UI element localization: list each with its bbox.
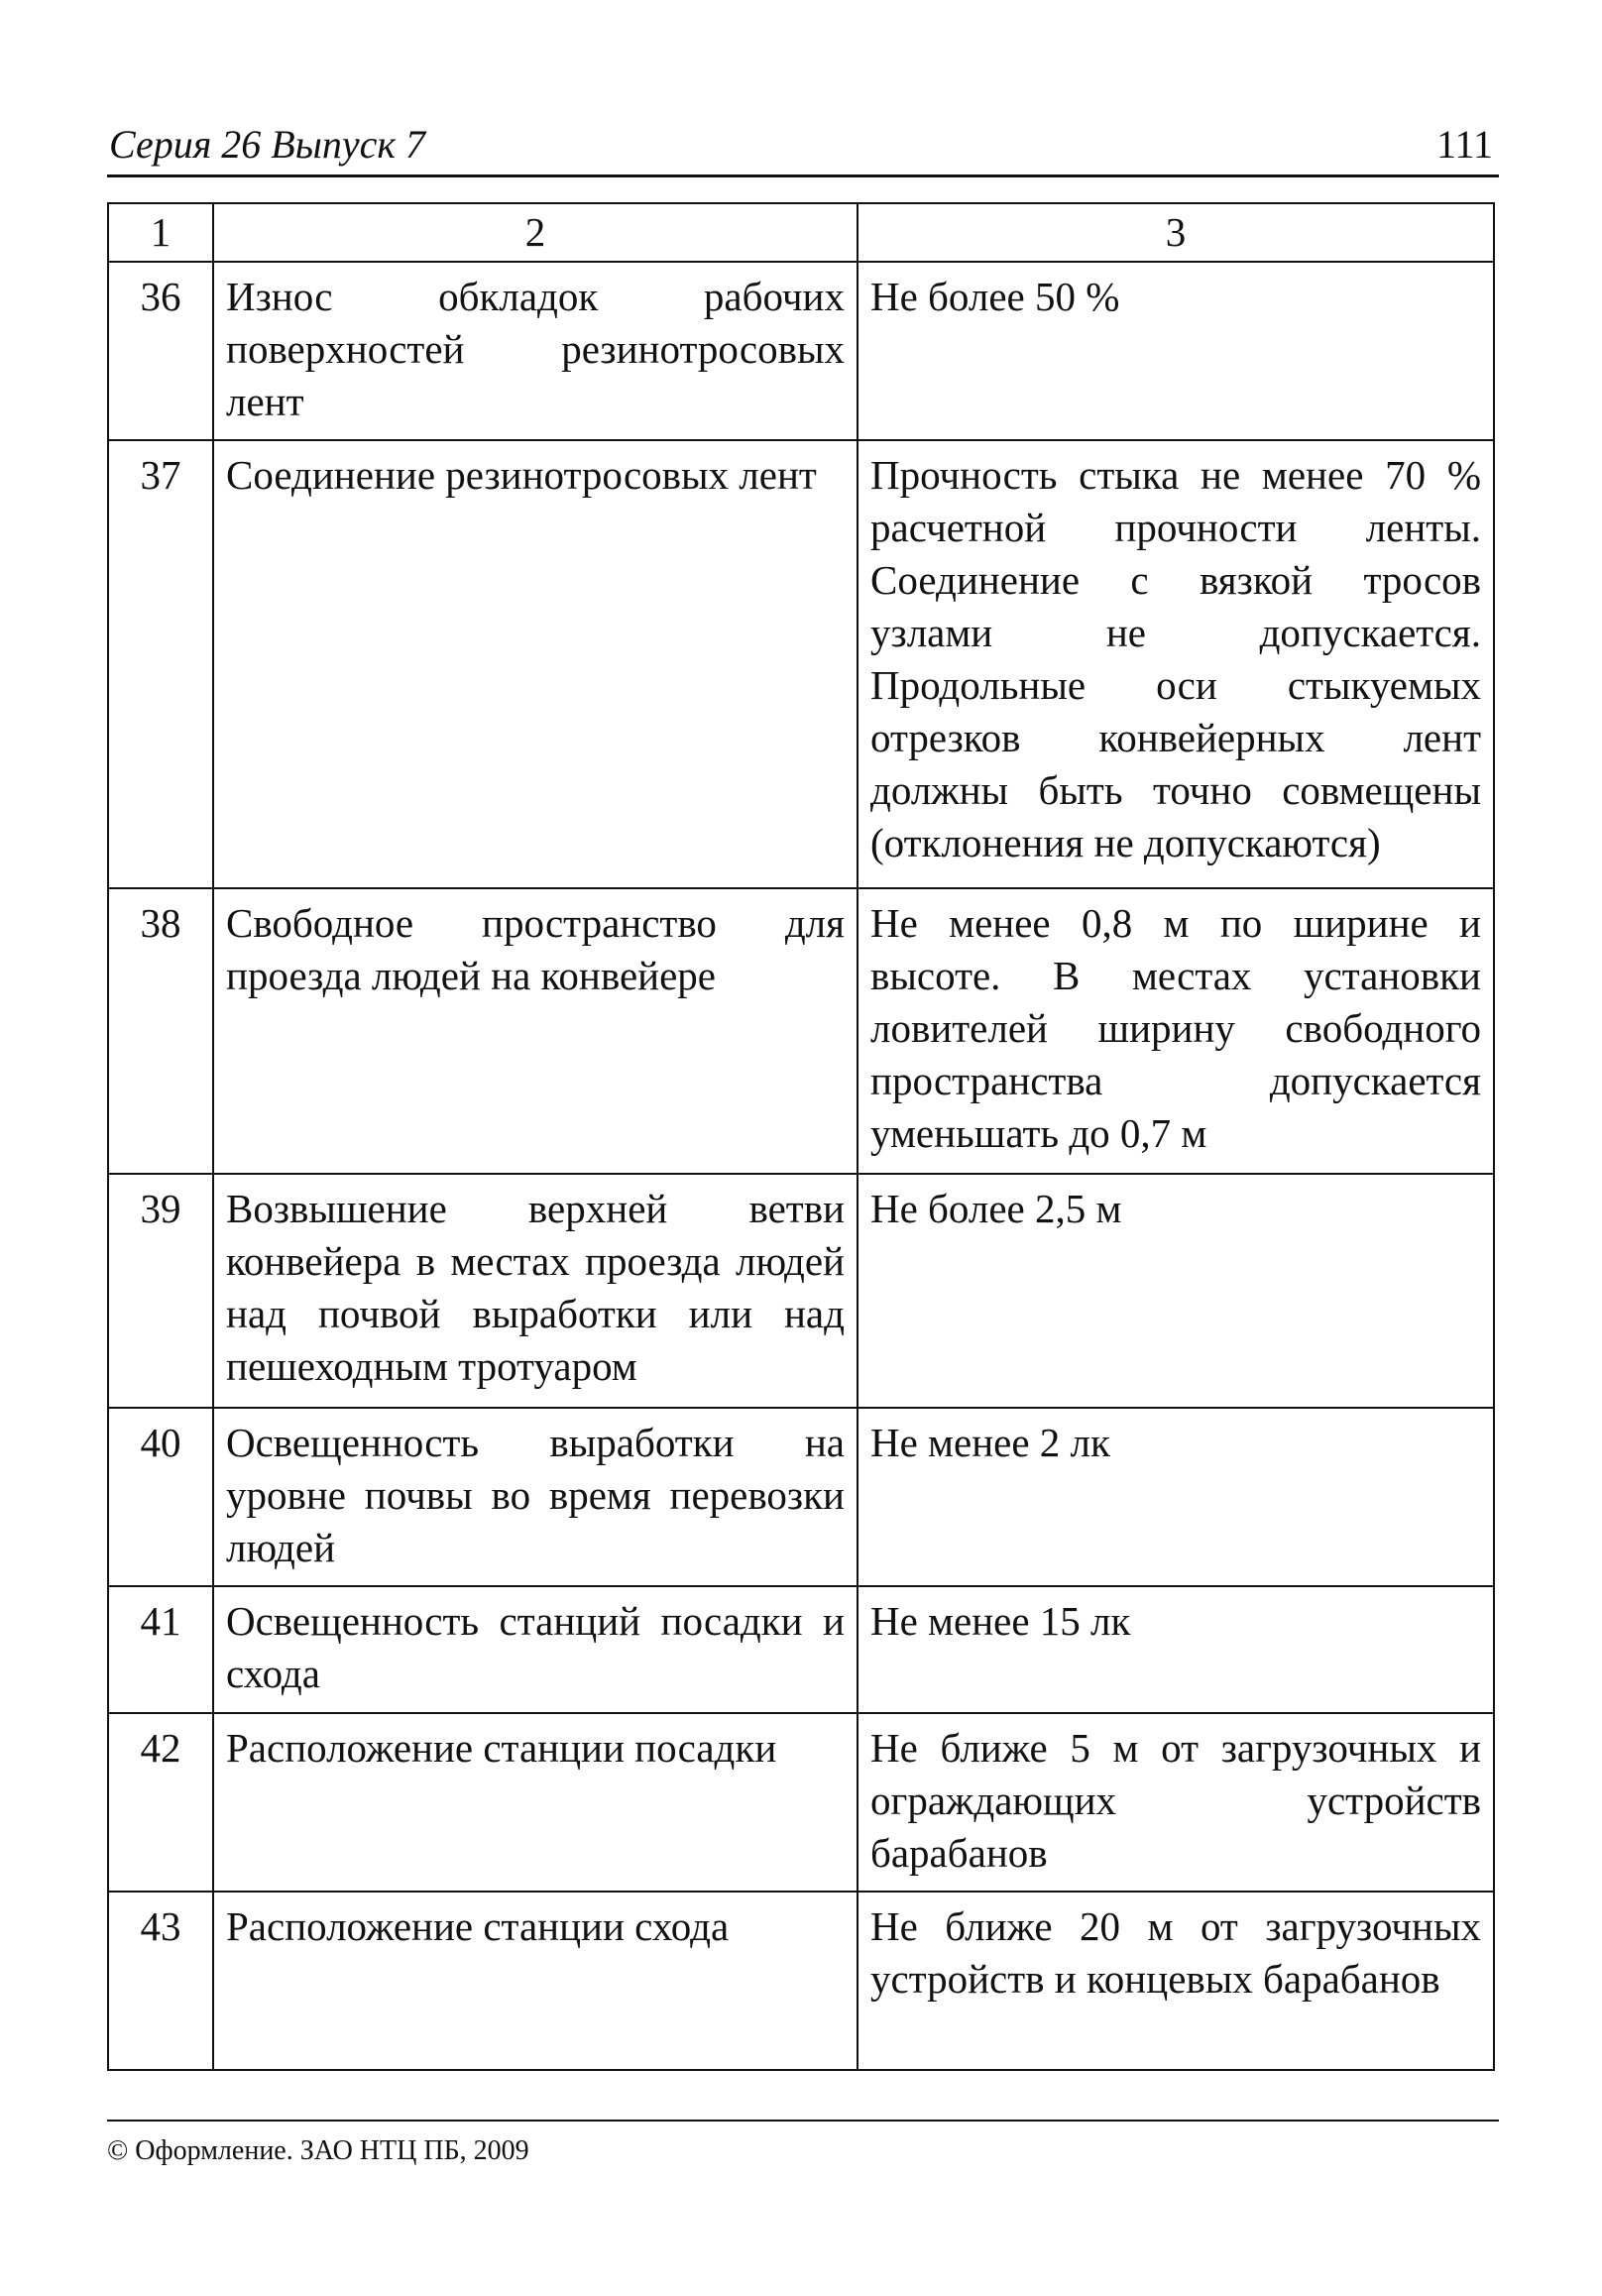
row-number: 38 [108,888,213,1174]
row-number: 42 [108,1713,213,1892]
page-header [107,117,1499,177]
row-requirement: Не менее 15 лк [858,1586,1494,1713]
column-header-2: 2 [213,203,858,262]
table-row [108,1174,1494,1408]
row-requirement: Не менее 2 лк [858,1408,1494,1586]
row-parameter: Расположение станции схода [213,1892,858,2070]
table-row [108,262,1494,440]
row-parameter: Соединение резинотросовых лент [213,440,858,888]
row-parameter: Возвышение верхней ветви конвейера в местах проезда людей над почвой выработки или над пешеходным тротуаром [213,1174,858,1408]
table-row [108,1892,1494,2070]
row-number: 41 [108,1586,213,1713]
row-requirement: Не ближе 5 м от загрузочных и ограждающих устройств барабанов [858,1713,1494,1892]
row-number: 37 [108,440,213,888]
table-row [108,440,1494,888]
row-requirement: Прочность стыка не менее 70 % расчетной прочности ленты. Соединение с вязкой тросов узлами не допускается. Продольные оси стыкуемых отрезков конвейерных лент должны быть точно совмещены (отклонения не допускаются) [858,440,1494,888]
row-requirement: Не более 50 % [858,262,1494,440]
table-row [108,1408,1494,1586]
row-number: 39 [108,1174,213,1408]
footer-divider [107,2120,1499,2122]
footer-copyright: © Оформление. ЗАО НТЦ ПБ, 2009 [107,2135,529,2166]
requirements-table [107,202,1495,2071]
row-parameter: Износ обкладок рабочих поверхностей резинотросовых лент [213,262,858,440]
series-title: Серия 26 Выпуск 7 [109,122,426,167]
table-row [108,1586,1494,1713]
row-parameter: Свободное пространство для проезда людей на конвейере [213,888,858,1174]
page-number: 111 [1435,122,1493,167]
row-number: 43 [108,1892,213,2070]
row-requirement: Не более 2,5 м [858,1174,1494,1408]
column-header-3: 3 [858,203,1494,262]
row-parameter: Освещенность выработки на уровне почвы во время перевозки людей [213,1408,858,1586]
row-parameter: Расположение станции посадки [213,1713,858,1892]
column-header-1: 1 [108,203,213,262]
row-number: 36 [108,262,213,440]
table-row [108,888,1494,1174]
table-header-row [108,203,1494,262]
row-requirement: Не ближе 20 м от загрузочных устройств и концевых барабанов [858,1892,1494,2070]
table-row [108,1713,1494,1892]
row-requirement: Не менее 0,8 м по ширине и высоте. В местах установки ловителей ширину свободного пространства допускается уменьшать до 0,7 м [858,888,1494,1174]
row-parameter: Освещенность станций посадки и схода [213,1586,858,1713]
row-number: 40 [108,1408,213,1586]
